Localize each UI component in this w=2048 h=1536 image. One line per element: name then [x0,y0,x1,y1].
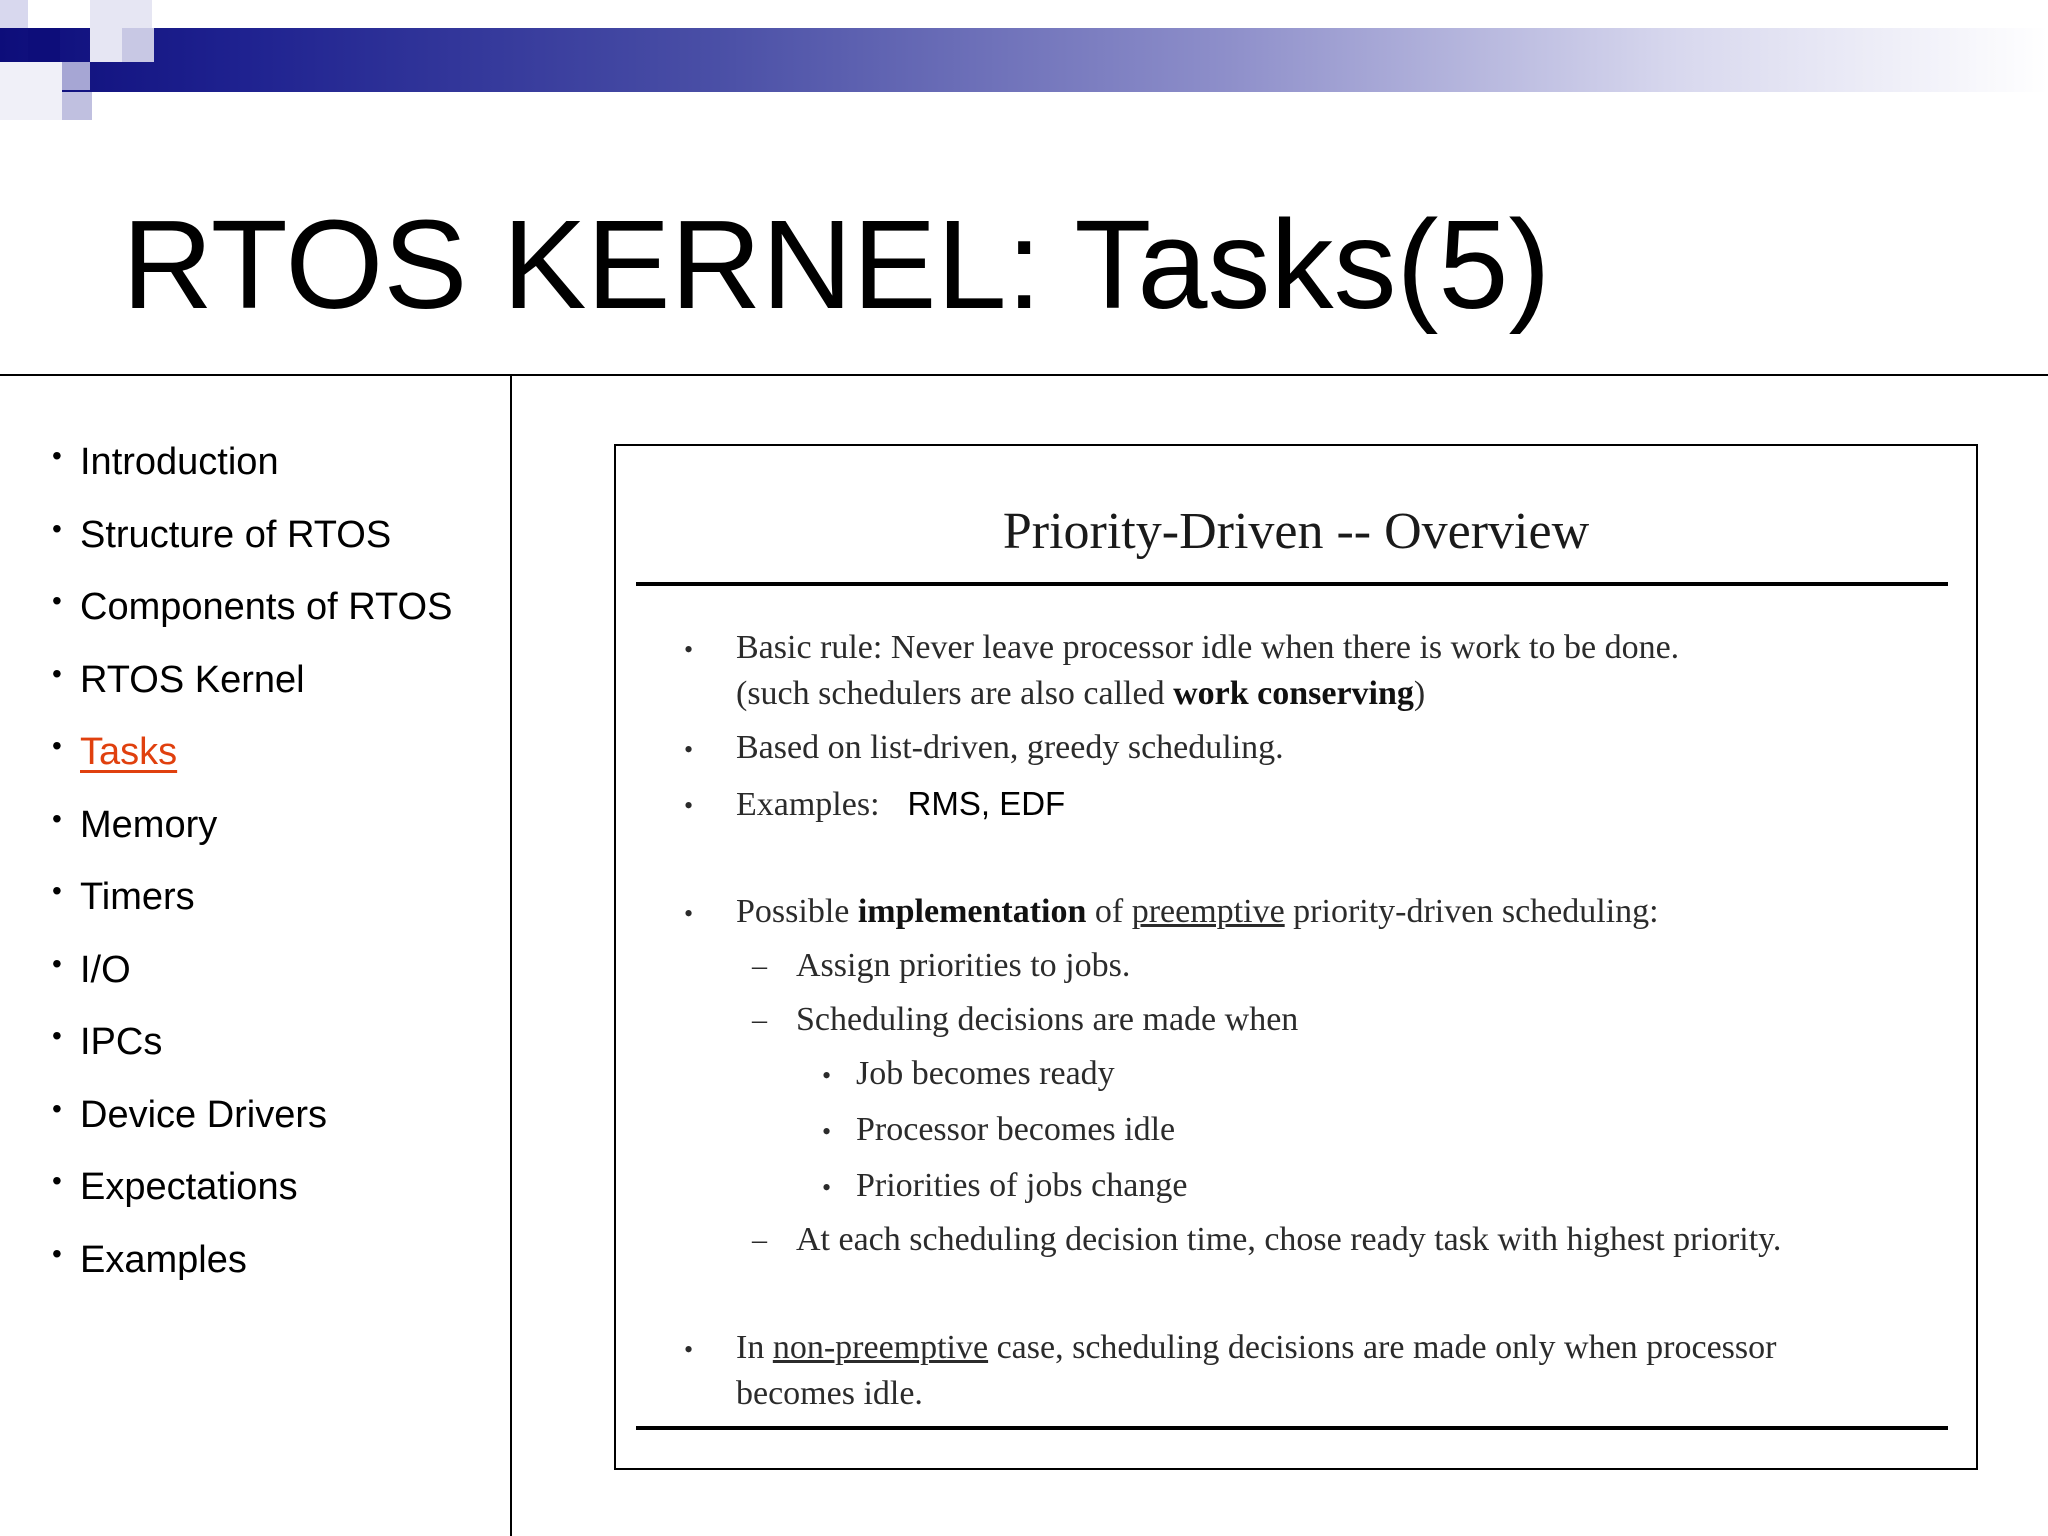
work-conserving-suffix: ) [1413,675,1426,712]
agenda-item-label: Structure of RTOS [80,513,392,556]
implementation-line [736,892,1659,932]
title-divider [0,374,2048,376]
processor-idle-text: Processor becomes idle [856,1111,1176,1148]
agenda-item-rtos-kernel[interactable] [52,654,452,727]
agenda-item-tasks[interactable] [52,726,452,799]
agenda-item-components[interactable] [52,581,452,654]
preemptive-term: preemptive [1131,893,1285,930]
agenda-list [52,436,452,1306]
basic-rule-text: Basic rule: Never leave processor idle when there is work to be done. [736,629,1680,666]
dash: – [752,949,767,982]
header-square-decoration [0,62,62,120]
sidebar-divider [510,374,512,1536]
each-decision-text: At each scheduling decision time, chose ready task with highest priority. [796,1221,1782,1258]
agenda-item-examples[interactable] [52,1234,452,1307]
bullet: • [684,1335,694,1364]
bullet: • [52,1092,62,1124]
agenda-item-ipcs[interactable] [52,1016,452,1089]
work-conserving-term: work conserving [1173,675,1414,712]
bullet: • [52,947,62,979]
header-square-decoration [62,62,90,90]
bullet: • [822,1061,832,1090]
non-preemptive-prefix: In [736,1329,773,1366]
priority-driven-overview-figure [614,444,1978,1470]
bullet: • [52,440,62,471]
examples-line [736,784,1065,825]
bullet: • [52,657,62,689]
non-preemptive-suffix: case, scheduling decisions are made only when processor [988,1329,1777,1366]
agenda-item-label: Introduction [80,441,279,483]
list-driven-text: Based on list-driven, greedy scheduling. [736,729,1284,766]
header-square-decoration [28,28,60,62]
non-preemptive-term: non-preemptive [772,1329,989,1366]
non-preemptive-line [736,1328,1776,1368]
agenda-item-structure[interactable] [52,509,452,582]
work-conserving-text [736,674,1425,714]
examples-label: Examples: [736,786,880,823]
agenda-item-label: RTOS Kernel [80,658,305,701]
agenda-item-label-active-link[interactable]: Tasks [80,731,178,773]
agenda-item-timers[interactable] [52,871,452,944]
priorities-change-text: Priorities of jobs change [856,1167,1188,1204]
agenda-item-label: Components of RTOS [80,586,453,628]
becomes-idle-text: becomes idle. [736,1375,923,1412]
implementation-prefix: Possible [736,893,858,930]
assign-priorities-text: Assign priorities to jobs. [796,947,1131,984]
implementation-of: of [1086,893,1132,930]
bullet: • [52,1165,62,1196]
figure-bottom-rule [636,1426,1948,1430]
job-ready-text: Job becomes ready [856,1055,1115,1092]
dash: – [752,1223,767,1256]
agenda-item-expectations[interactable] [52,1161,452,1234]
bullet: • [822,1117,832,1146]
agenda-item-label: Examples [80,1238,247,1281]
bullet: • [52,730,62,761]
bullet: • [684,791,694,820]
bullet: • [52,512,62,544]
agenda-item-label: Expectations [80,1166,298,1208]
header-gradient-bar [0,28,2048,92]
agenda-item-memory[interactable] [52,799,452,872]
bullet: • [52,585,62,616]
agenda-item-label: Device Drivers [80,1093,328,1136]
implementation-suffix: priority-driven scheduling: [1284,893,1659,930]
bullet: • [52,1020,62,1051]
bullet: • [684,635,694,664]
bullet: • [684,899,694,928]
header-square-decoration [0,0,28,28]
agenda-item-label: Timers [80,876,195,918]
header-square-decoration [62,92,92,120]
header-square-decoration [122,28,154,62]
bullet: • [52,802,62,834]
scheduling-decisions-text: Scheduling decisions are made when [796,1001,1299,1038]
bullet: • [822,1173,832,1202]
implementation-term: implementation [857,893,1087,930]
agenda-item-label: IPCs [80,1021,163,1063]
agenda-item-label: I/O [80,948,131,991]
work-conserving-prefix: (such schedulers are also called [736,675,1174,712]
agenda-item-io[interactable] [52,944,452,1017]
agenda-item-label: Memory [80,803,218,846]
figure-title: Priority-Driven -- Overview [1002,503,1590,560]
bullet: • [52,875,62,906]
agenda-item-introduction[interactable] [52,436,452,509]
slide-title: RTOS KERNEL: Tasks(5) [122,194,1551,335]
agenda-item-device-drivers[interactable] [52,1089,452,1162]
bullet: • [684,735,694,764]
bullet: • [52,1237,62,1269]
examples-value: RMS, EDF [907,785,1066,822]
dash: – [752,1003,767,1036]
